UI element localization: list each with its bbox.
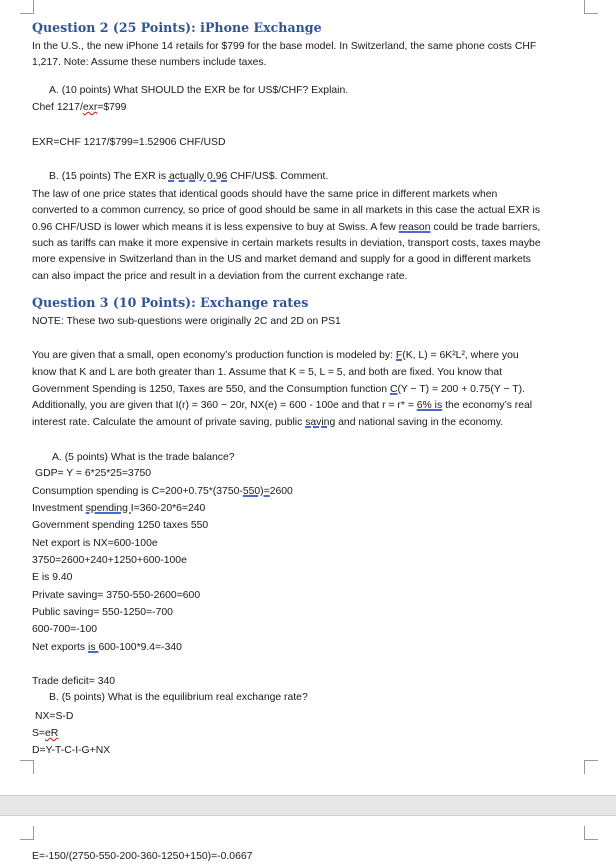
q3-d-formula: D=Y-T-C-I-G+NX [32, 745, 111, 756]
text-run: K, L) = 6K²L², where you [405, 350, 519, 361]
text-run: Net exports [32, 642, 89, 653]
document-page-2 [0, 816, 616, 866]
text-run: S= [32, 728, 45, 739]
corner-mark-page2-top-left [20, 826, 34, 840]
q2-heading: Question 2 (25 Points): iPhone Exchange [32, 20, 322, 35]
q2-b-answer-line-4: such as tariffs can make it more expensive in certain markets results in deviation, transport costs, taxes maybe [32, 238, 541, 249]
text-run: Additionally, you are given that I(r) = 360 − 20r, NX(e) = 600 - 100e and that r = r* = [32, 400, 417, 411]
q3-private-saving: Private saving= 3750-550-2600=600 [32, 590, 201, 601]
q2-a-answer-line-1 [32, 101, 126, 114]
text-run: and national saving in the economy. [335, 417, 504, 428]
grammar-flag: reason [398, 222, 431, 233]
q2-b-prompt [49, 170, 328, 183]
q3-gdp: GDP= Y = 6*25*25=3750 [35, 468, 152, 479]
corner-mark-bottom-right [584, 760, 598, 774]
q3-equation: 3750=2600+240+1250+600-100e [32, 555, 187, 566]
corner-mark-top-right [584, 0, 598, 14]
grammar-flag: F( [395, 350, 406, 361]
text-run: 2600 [269, 486, 293, 497]
grammar-flag: 550)= [242, 486, 270, 497]
q3-investment [32, 502, 205, 515]
page-gap [0, 795, 616, 816]
q3-net-export: Net export is NX=600-100e [32, 538, 158, 549]
text-run: Y − T) = 200 + 0.75(Y − T). [400, 384, 525, 395]
q2-a-prompt: A. (10 points) What SHOULD the EXR be for US$/CHF? Explain. [49, 85, 349, 96]
grammar-flag: actually 0.96 [168, 171, 228, 182]
text-run: I=360-20*6=240 [130, 503, 206, 514]
q3-government: Government spending 1250 taxes 550 [32, 520, 209, 531]
text-run: You are given that a small, open economy’s production function is modeled by: [32, 350, 396, 361]
text-run: the economy’s real [442, 400, 533, 411]
text-run: 0.96 CHF/USD is lower which means it is less expensive to buy at Swiss. A few [32, 222, 399, 233]
spellcheck-word: exr [82, 102, 98, 113]
q3-para-line-5 [32, 416, 503, 429]
q3-a-prompt: A. (5 points) What is the trade balance? [52, 452, 235, 463]
text-run: 2750-550-200-360-1250+150)=-0.0667 [72, 851, 253, 862]
grammar-flag: is [88, 642, 99, 653]
text-run: Investment [32, 503, 86, 514]
q3-para-line-1 [32, 349, 519, 362]
q2-b-answer-line-6: can also impact the price and result in a deviation from the current exchange rate. [32, 271, 408, 282]
text-run: Consumption spending is C=200+0.75*(3750- [32, 486, 243, 497]
grammar-flag: C( [389, 384, 401, 395]
corner-mark-bottom-left [20, 760, 34, 774]
q3-heading: Question 3 (10 Points): Exchange rates [32, 295, 309, 310]
q2-b-answer-line-3 [32, 221, 540, 234]
text-run: =$799 [97, 102, 127, 113]
spellcheck-word: eR [45, 728, 59, 739]
q3-national-saving: 600-700=-100 [32, 624, 97, 635]
q3-b-prompt: B. (5 points) What is the equilibrium real exchange rate? [49, 692, 308, 703]
grammar-flag: saving [305, 417, 336, 428]
q2-a-answer-line-2: EXR=CHF 1217/$799=1.52906 CHF/USD [32, 137, 226, 148]
corner-mark-page2-top-right [584, 826, 598, 840]
q2-b-answer-line-5: more expensive in Switzerland than in the US and market demand and supply for a good in different markets [32, 254, 531, 265]
grammar-flag: 6% is [416, 400, 443, 411]
text-run: E=-150/ [32, 851, 69, 862]
text-run: B. (15 points) The EXR is [49, 171, 169, 182]
q3-trade-deficit: Trade deficit= 340 [32, 676, 116, 687]
text-run: CHF/US$. Comment. [227, 171, 329, 182]
q3-nx-s-d: NX=S-D [35, 711, 74, 722]
page2-e-formula [32, 850, 252, 863]
text-run: Chef 1217/ [32, 102, 83, 113]
text-run: could be trade barriers, [430, 222, 541, 233]
q3-s-er [32, 727, 58, 740]
text-run: interest rate. Calculate the amount of private saving, public [32, 417, 306, 428]
q3-note: NOTE: These two sub-questions were originally 2C and 2D on PS1 [32, 316, 341, 327]
q3-public-saving: Public saving= 550-1250=-700 [32, 607, 173, 618]
q2-intro-line-2: 1,217. Note: Assume these numbers include taxes. [32, 57, 267, 68]
q2-b-answer-line-2: converted to a common currency, so price of good should be same in all markets in this case the actual EXR is [32, 205, 541, 216]
q3-net-exports-value [32, 641, 182, 654]
q3-para-line-4 [32, 399, 532, 412]
q3-para-line-2: know that K and L are both greater than 1. Assume that K = 5, L = 5, and both are fixed. You know that [32, 367, 503, 378]
text-run: Government Spending is 1250, Taxes are 550, and the Consumption function [32, 384, 390, 395]
q3-e-value: E is 9.40 [32, 572, 73, 583]
grammar-flag: ( [68, 851, 73, 862]
q2-b-answer-line-1: The law of one price states that identical goods should have the same price in different markets when [32, 189, 498, 200]
q2-intro-line-1: In the U.S., the new iPhone 14 retails for $799 for the base model. In Switzerland, the same phone costs CHF [32, 41, 537, 52]
q3-consumption [32, 485, 293, 498]
corner-mark-top-left [20, 0, 34, 14]
q3-para-line-3 [32, 383, 525, 396]
grammar-flag: spending [85, 503, 131, 514]
text-run: 600-100*9.4=-340 [98, 642, 182, 653]
